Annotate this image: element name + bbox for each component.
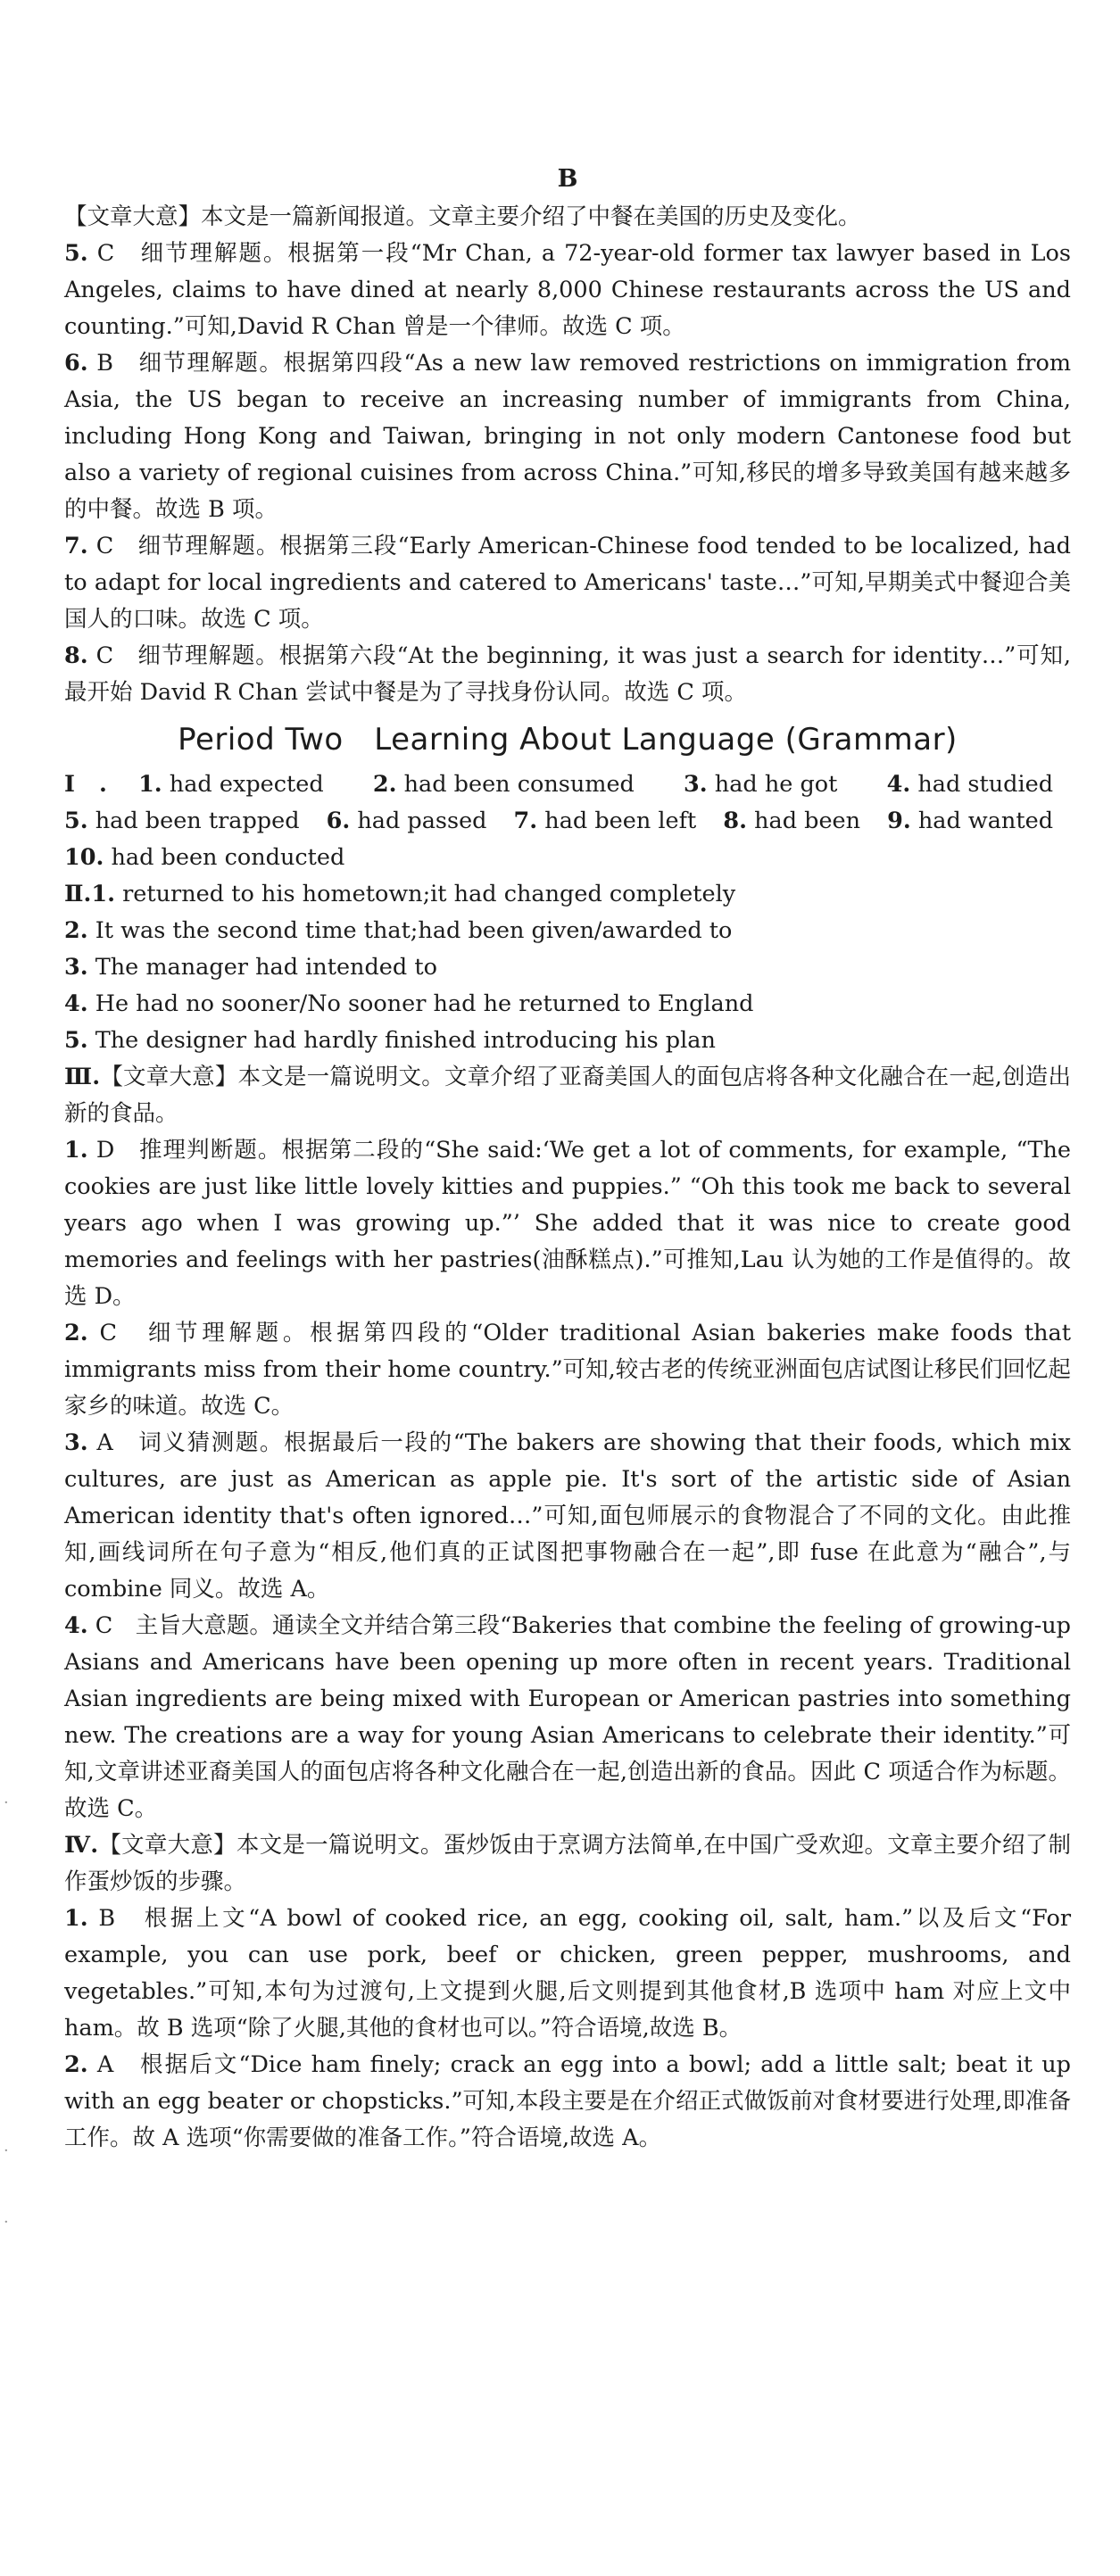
section-b-summary: 【文章大意】本文是一篇新闻报道。文章主要介绍了中餐在美国的历史及变化。: [64, 203, 861, 230]
blank-answer: 7. had been left: [513, 808, 697, 834]
answer-item: 2. C 细节理解题。根据第四段的“Older traditional Asian bakeries make foods that immigrants miss from their home country.”可知,较古老的传统亚洲面包店试图让移民们回忆起家乡的味道。故选 C。: [64, 1320, 1071, 1420]
answer-item: [64, 638, 1071, 711]
blank-answer: 2. had been consumed: [372, 771, 635, 798]
blank-answer: 8. had been: [723, 808, 861, 834]
part2-item: 2. It was the second time that;had been given/awarded to: [64, 917, 733, 944]
answer-item: 2. A 根据后文“Dice ham finely; crack an egg into a bowl; add a little salt; beat it up with an egg beater or chopsticks.”可知,本段主要是在介绍正式做饭前对食材要进行处理,即准备工作。故 A 选项“你需要做的准备工作。”符合语境,故选 A。: [64, 2051, 1071, 2151]
part2-item: 3. The manager had intended to: [64, 954, 437, 981]
part4-label: Ⅳ.: [64, 1832, 99, 1859]
answer-item: 3. A 词义猜测题。根据最后一段的“The bakers are showing that their foods, which mix cultures, are just as American as apple pie. It's sort of the artistic side of Asian American identity that's often ignored…”可知,面包师展示的食物混合了不同的文化。由此推知,画线词所在句子意为“相反,他们真的正试图把事物融合在一起”,即 fuse 在此意为“融合”,与 combine 同义。故选 A。: [64, 1429, 1071, 1603]
blank-answer: 4. had studied: [886, 771, 1054, 798]
answer-page: [64, 161, 1071, 2157]
blank-answer: 5. had been trapped: [64, 808, 300, 834]
answer-text: C 细节理解题。根据第一段“Mr Chan, a 72-year-old former tax lawyer based in Los Angeles, claims to have dined at nearly 8,000 Chinese restaurants across the US and counting.”可知,David R Chan 曾是一个律师。故选 C 项。: [64, 240, 1071, 340]
blank-answer: 3. had he got: [684, 771, 838, 798]
period-heading: Period Two Learning About Language (Grammar): [178, 722, 958, 758]
part2-item: 4. He had no sooner/No sooner had he returned to England: [64, 990, 754, 1017]
blank-answer: 9. had wanted: [887, 808, 1054, 834]
answer-item: [64, 236, 1071, 345]
part2-item: 5. The designer had hardly finished introducing his plan: [64, 1027, 716, 1054]
answer-item: 1. B 根据上文“A bowl of cooked rice, an egg, cooking oil, salt, ham.”以及后文“For example, you can use pork, beef or chicken, green pepper, mushrooms, and vegetables.”可知,本句为过渡句,上文提到火腿,后文则提到其他食材,B 选项中 ham 对应上文中 ham。故 B 选项“除了火腿,其他的食材也可以。”符合语境,故选 B。: [64, 1905, 1072, 2042]
answer-text: B 细节理解题。根据第四段“As a new law removed restrictions on immigration from Asia, the US began to receive an increasing number of immigrants from China, including Hong Kong and Taiwan, bringing in not only modern Cantonese food but also a variety of regional cuisines from across China.”可知,移民的增多导致美国有越来越多的中餐。故选 B 项。: [64, 350, 1072, 523]
answer-item: 4. C 主旨大意题。通读全文并结合第三段“Bakeries that combine the feeling of growing-up Asians and Americans have been opening up more often in recent years. Traditional Asian ingredients are being mixed with European or American pastries into something new. The creations are a way for young Asian Americans to celebrate their identity.”可知,文章讲述亚裔美国人的面包店将各种文化融合在一起,创造出新的食品。因此 C 项适合作为标题。故选 C。: [64, 1612, 1071, 1822]
answer-number: 6.: [64, 350, 88, 377]
margin-mark: ·: [4, 2213, 9, 2232]
answer-item: [64, 528, 1071, 638]
answer-item: [64, 345, 1071, 528]
blank-answer: 6. had passed: [326, 808, 487, 834]
part1-answers: [64, 766, 1071, 876]
answer-text: C 细节理解题。根据第三段“Early American-Chinese food tended to be localized, had to adapt for local ingredients and catered to Americans' taste…”可知,早期美式中餐迎合美国人的口味。故选 C 项。: [64, 533, 1071, 633]
margin-mark: ·: [4, 1793, 9, 1812]
answer-item: 1. D 推理判断题。根据第二段的“She said:‘We get a lot of comments, for example, “The cookies are just like little lovely kitties and puppies.” “Oh this took me back to several years ago when I was growing up.”’ She added that it was nice to create good memories and feelings with her pastries(油酥糕点).”可推知,Lau 认为她的工作是值得的。故选 D。: [64, 1137, 1071, 1310]
part4-summary: Ⅳ.【文章大意】本文是一篇说明文。蛋炒饭由于烹调方法简单,在中国广受欢迎。文章主要介绍了制作蛋炒饭的步骤。: [64, 1832, 1071, 1895]
answer-number: 7.: [64, 533, 88, 559]
part3-summary: Ⅲ.【文章大意】本文是一篇说明文。文章介绍了亚裔美国人的面包店将各种文化融合在一起,创造出新的食品。: [64, 1064, 1071, 1127]
answer-text: C 细节理解题。根据第六段“At the beginning, it was just a search for identity…”可知,最开始 David R Chan 尝试中餐是为了寻找身份认同。故选 C 项。: [64, 642, 1071, 706]
blank-answer: 1. had expected: [138, 771, 324, 798]
part2-label: Ⅱ.: [64, 881, 92, 907]
section-b-letter: B: [557, 165, 578, 193]
answer-number: 5.: [64, 240, 88, 267]
part3-label: Ⅲ.: [64, 1064, 101, 1090]
part1-label: Ⅰ.: [64, 771, 107, 798]
blank-answer: 10. had been conducted: [64, 844, 345, 871]
part2-item: Ⅱ.1. returned to his hometown;it had changed completely: [64, 881, 736, 907]
margin-mark: ·: [4, 2141, 9, 2160]
answer-number: 8.: [64, 642, 88, 669]
